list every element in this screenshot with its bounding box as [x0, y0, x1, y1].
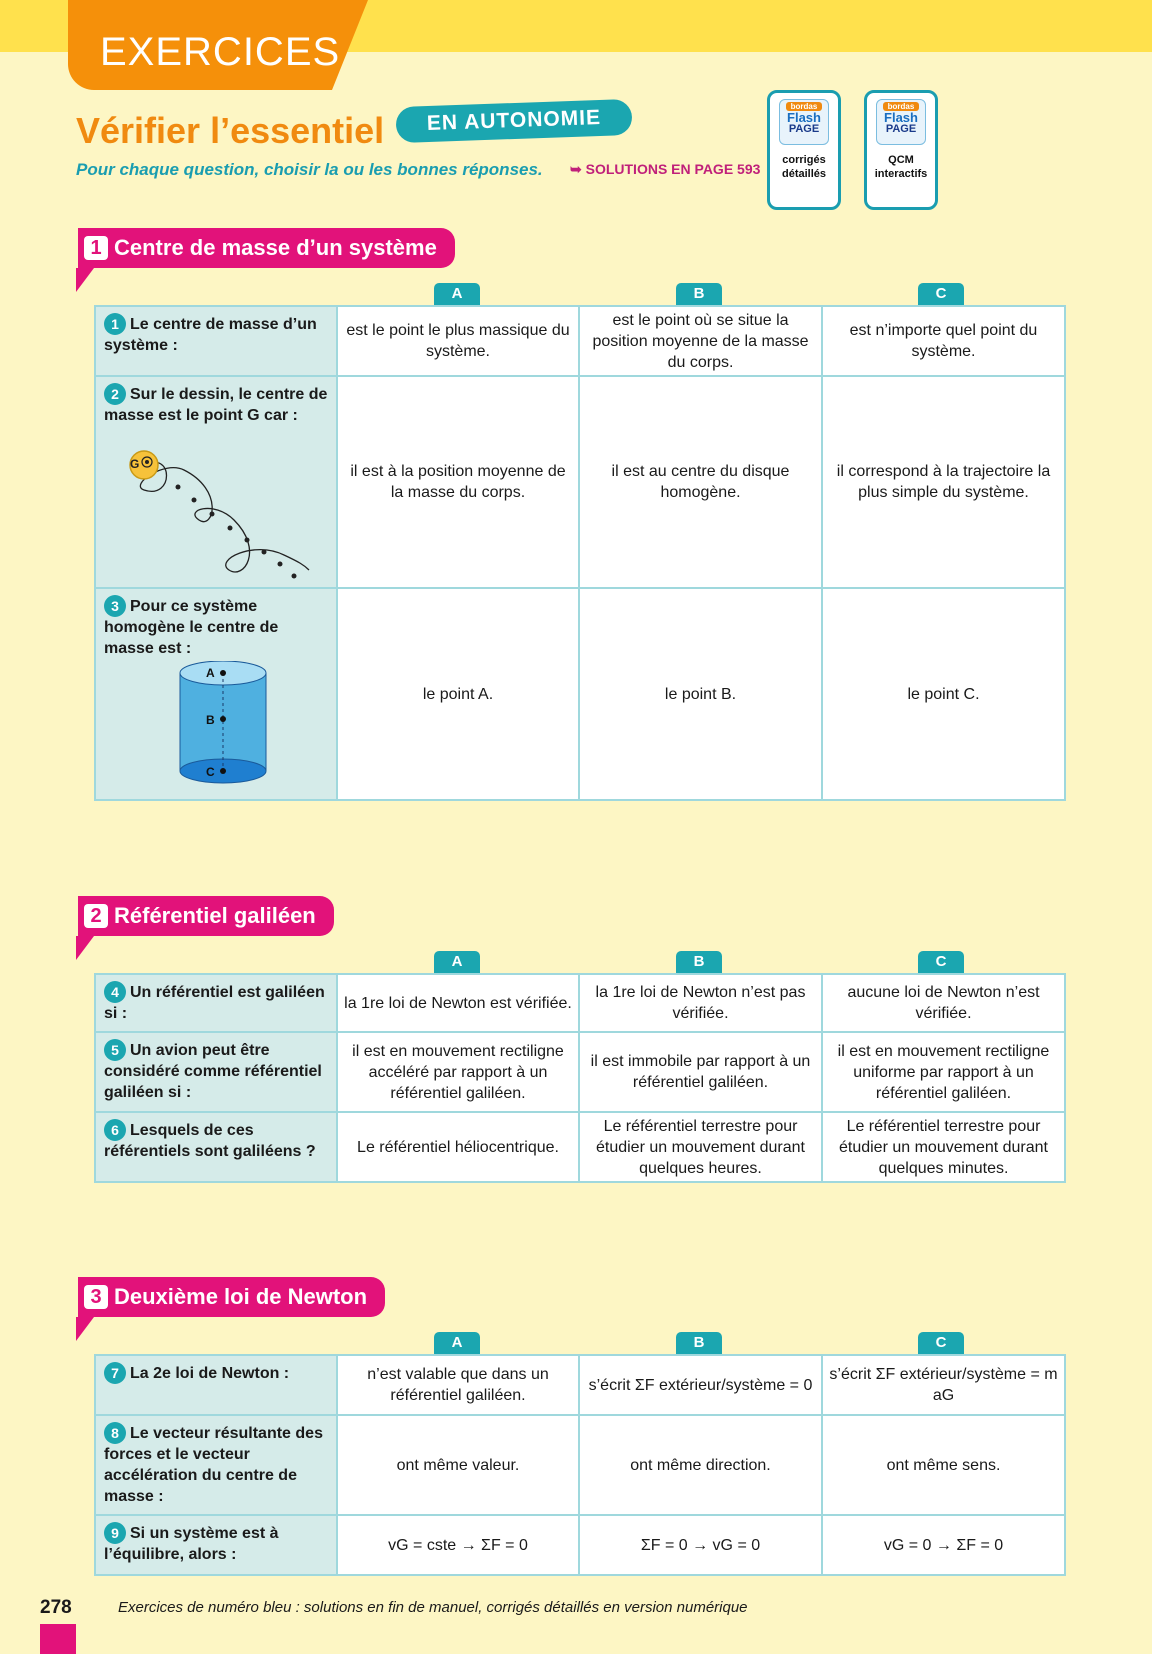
trajectory-figure [104, 430, 324, 580]
column-b-header: B [676, 1332, 722, 1354]
column-a-header: A [434, 283, 480, 305]
section-2-header: 2 Référentiel galiléen [78, 896, 334, 936]
flashpage-corriges-badge[interactable]: bordas Flash PAGE corrigés détaillés [767, 90, 841, 210]
answer-5-a[interactable]: il est en mouvement rectiligne accéléré par rapport à un référentiel galiléen. [337, 1032, 579, 1112]
question-table-1 [94, 305, 1066, 801]
answer-2-a[interactable]: il est à la position moyenne de la masse du corps. [337, 376, 579, 588]
answer-9-b[interactable]: ΣF = 0 → vG = 0 [579, 1515, 822, 1575]
instructions: Pour chaque question, choisir la ou les bonnes réponses. [76, 160, 543, 179]
answer-4-c[interactable]: aucune loi de Newton n’est vérifiée. [822, 974, 1065, 1032]
table-row: 9 Si un système est à l’équilibre, alors : vG = cste → ΣF = 0 ΣF = 0 → vG = 0 vG = 0 → ΣF = 0 [95, 1515, 1065, 1575]
column-c-header: C [918, 1332, 964, 1354]
answer-3-b[interactable]: le point B. [579, 588, 822, 800]
answer-7-a[interactable]: n’est valable que dans un référentiel galiléen. [337, 1355, 579, 1415]
svg-text:C: C [206, 765, 215, 779]
table-row: 5 Un avion peut être considéré comme référentiel galiléen si : il est en mouvement rectiligne accéléré par rapport à un référentiel galiléen. il est immobile par rapport à un référentiel galiléen. il est en mouvement rectiligne uniforme par rapport à un référentiel galiléen. [95, 1032, 1065, 1112]
answer-1-b[interactable]: est le point où se situe la position moyenne de la masse du corps. [579, 306, 822, 376]
answer-6-b[interactable]: Le référentiel terrestre pour étudier un mouvement durant quelques heures. [579, 1112, 822, 1182]
column-b-header: B [676, 951, 722, 973]
answer-3-a[interactable]: le point A. [337, 588, 579, 800]
question-table-2 [94, 973, 1066, 1183]
table-row: 2 Sur le dessin, le centre de masse est le point G car : G il est à la position moyenne de la masse du corps. il est au centre du disque homogène. il correspond à la trajectoire la plus simple du système. [95, 376, 1065, 588]
page-number: 278 [40, 1597, 72, 1618]
svg-text:B: B [206, 713, 215, 727]
answer-9-c[interactable]: vG = 0 → ΣF = 0 [822, 1515, 1065, 1575]
svg-text:A: A [206, 666, 215, 680]
column-b-header: B [676, 283, 722, 305]
flashpage-logo-icon: bordas Flash PAGE [876, 99, 926, 145]
column-c-header: C [918, 951, 964, 973]
answer-2-b[interactable]: il est au centre du disque homogène. [579, 376, 822, 588]
flashpage-qcm-badge[interactable]: bordas Flash PAGE QCM interactifs [864, 90, 938, 210]
answer-9-a[interactable]: vG = cste → ΣF = 0 [337, 1515, 579, 1575]
answer-7-b[interactable]: s’écrit ΣF extérieur/système = 0 [579, 1355, 822, 1415]
table-row: 3 Pour ce système homogène le centre de masse est : A B C le point A. le point B. le point C. [95, 588, 1065, 800]
column-a-header: A [434, 1332, 480, 1354]
svg-text:G: G [130, 457, 140, 471]
solutions-link[interactable]: ➥ SOLUTIONS EN PAGE 593 [570, 161, 761, 177]
answer-5-b[interactable]: il est immobile par rapport à un référentiel galiléen. [579, 1032, 822, 1112]
answer-2-c[interactable]: il correspond à la trajectoire la plus simple du système. [822, 376, 1065, 588]
flashpage-logo-icon: bordas Flash PAGE [779, 99, 829, 145]
question-table-3 [94, 1354, 1066, 1576]
footer-note: Exercices de numéro bleu : solutions en fin de manuel, corrigés détaillés en version numérique [118, 1599, 748, 1616]
column-a-header: A [434, 951, 480, 973]
answer-1-a[interactable]: est le point le plus massique du système. [337, 306, 579, 376]
answer-8-a[interactable]: ont même valeur. [337, 1415, 579, 1515]
answer-5-c[interactable]: il est en mouvement rectiligne uniforme par rapport à un référentiel galiléen. [822, 1032, 1065, 1112]
cylinder-figure [104, 661, 324, 786]
answer-6-a[interactable]: Le référentiel héliocentrique. [337, 1112, 579, 1182]
page-title: Vérifier l’essentiel [76, 110, 385, 151]
answer-4-a[interactable]: la 1re loi de Newton est vérifiée. [337, 974, 579, 1032]
table-row: 8 Le vecteur résultante des forces et le vecteur accélération du centre de masse : ont même valeur. ont même direction. ont même sens. [95, 1415, 1065, 1515]
section-1-header: 1 Centre de masse d’un système [78, 228, 455, 268]
footer-marker [40, 1624, 76, 1654]
autonomy-badge: EN AUTONOMIE [395, 99, 632, 143]
table-row: 4 Un référentiel est galiléen si : la 1re loi de Newton est vérifiée. la 1re loi de Newton n’est pas vérifiée. aucune loi de Newton n’est vérifiée. [95, 974, 1065, 1032]
table-row: 1 Le centre de masse d’un système : est le point le plus massique du système. est le point où se situe la position moyenne de la masse du corps. est n’importe quel point du système. [95, 306, 1065, 376]
table-row: 7 La 2e loi de Newton : n’est valable que dans un référentiel galiléen. s’écrit ΣF extérieur/système = 0 s’écrit ΣF extérieur/système = m aG [95, 1355, 1065, 1415]
answer-3-c[interactable]: le point C. [822, 588, 1065, 800]
section-3-header: 3 Deuxième loi de Newton [78, 1277, 385, 1317]
answer-1-c[interactable]: est n’importe quel point du système. [822, 306, 1065, 376]
answer-4-b[interactable]: la 1re loi de Newton n’est pas vérifiée. [579, 974, 822, 1032]
answer-7-c[interactable]: s’écrit ΣF extérieur/système = m aG [822, 1355, 1065, 1415]
answer-8-c[interactable]: ont même sens. [822, 1415, 1065, 1515]
tab-title: EXERCICES [100, 30, 341, 74]
answer-8-b[interactable]: ont même direction. [579, 1415, 822, 1515]
answer-6-c[interactable]: Le référentiel terrestre pour étudier un mouvement durant quelques minutes. [822, 1112, 1065, 1182]
table-row: 6 Lesquels de ces référentiels sont galiléens ? Le référentiel héliocentrique. Le référentiel terrestre pour étudier un mouvement durant quelques heures. Le référentiel terrestre pour étudier un mouvement durant quelques minutes. [95, 1112, 1065, 1182]
column-c-header: C [918, 283, 964, 305]
